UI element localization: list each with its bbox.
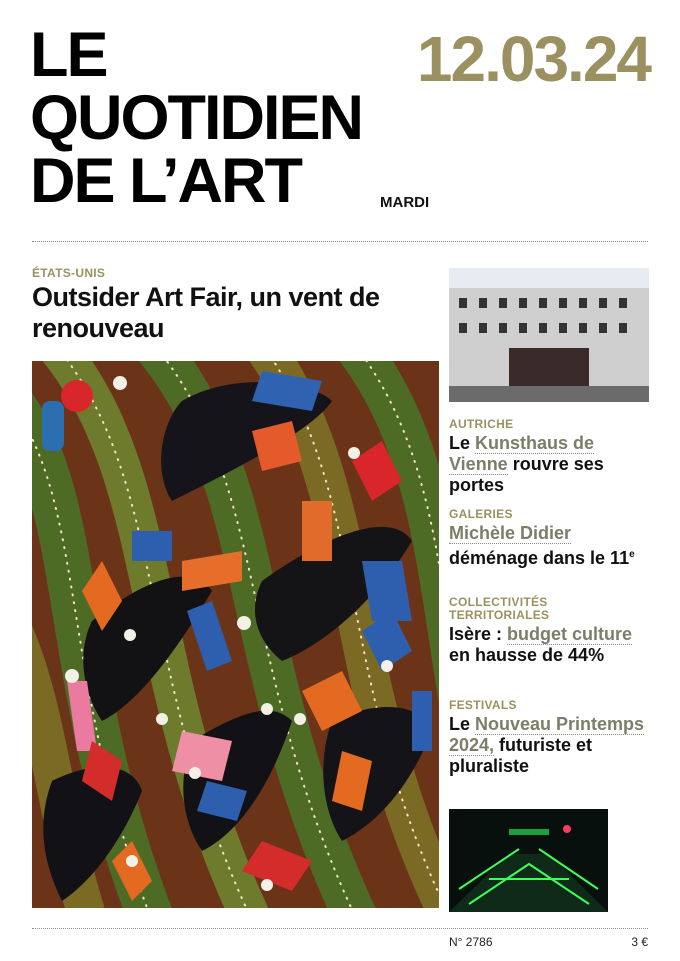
brief-category: COLLECTIVITÉS <box>449 595 548 609</box>
brief-headline-sup: e <box>629 549 635 560</box>
brief-category: TERRITORIALES <box>449 608 550 622</box>
brief-headline[interactable] <box>449 714 649 777</box>
masthead-title <box>30 20 363 216</box>
issue-date: 12.03.24 <box>416 23 650 95</box>
brief-headline[interactable] <box>449 523 649 569</box>
brief-headline-post: en hausse de 44% <box>449 645 605 665</box>
lead-headline[interactable]: Outsider Art Fair, un vent de renouveau <box>32 282 380 343</box>
kunsthaus-photo[interactable] <box>449 268 649 402</box>
masthead-line: LE <box>30 20 107 90</box>
brief-headline-link[interactable]: Nouveau Printemps 2024, <box>449 714 645 755</box>
divider-bottom <box>32 928 648 929</box>
brief-headline[interactable] <box>449 624 649 666</box>
issue-price: 3 € <box>631 935 648 949</box>
festival-photo[interactable] <box>449 809 608 912</box>
brief-headline-link[interactable]: budget culture <box>507 624 633 644</box>
building-photo-icon <box>449 268 649 402</box>
lead-artwork-image[interactable] <box>32 361 439 908</box>
divider-top <box>32 241 648 242</box>
brief-headline-pre: Isère : <box>449 624 508 644</box>
brief-item[interactable] <box>449 418 649 496</box>
brief-headline-link[interactable]: Michèle Didier <box>449 523 572 543</box>
masthead-line: DE L’ART <box>30 146 302 216</box>
issue-weekday: MARDI <box>380 194 430 211</box>
lead-section-label: ÉTATS-UNIS <box>32 266 106 280</box>
brief-item[interactable] <box>449 699 649 777</box>
issue-number: N° 2786 <box>449 935 493 949</box>
installation-photo-icon <box>449 809 608 912</box>
brief-category: FESTIVALS <box>449 698 517 712</box>
brief-headline-post: rouvre ses portes <box>449 454 604 495</box>
brief-headline[interactable] <box>449 433 649 496</box>
brief-category: GALERIES <box>449 507 513 521</box>
brief-item[interactable] <box>449 508 649 569</box>
brief-headline-pre: Le <box>449 433 476 453</box>
brief-category: AUTRICHE <box>449 417 514 431</box>
brief-item[interactable] <box>449 596 649 666</box>
brief-headline-post: futuriste et pluraliste <box>449 735 593 776</box>
brief-headline-link[interactable]: Kunsthaus de Vienne <box>449 433 595 474</box>
brief-headline-post: déménage dans le 11 <box>449 548 630 568</box>
artwork-painting-icon <box>32 361 439 908</box>
brief-headline-pre: Le <box>449 714 476 734</box>
masthead-line: QUOTIDIEN <box>30 83 363 153</box>
